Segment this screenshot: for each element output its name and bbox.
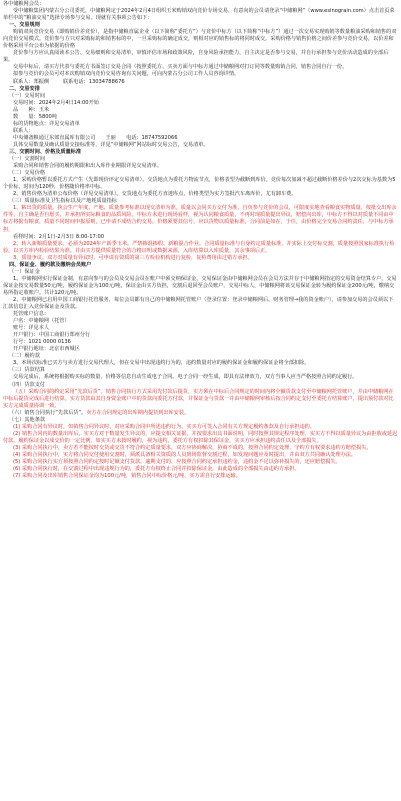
inspection-time-row — [3, 234, 398, 241]
bank-name-value: 中国工商银行郑州分行 — [38, 332, 91, 339]
section-4-s6-title: （七）其他条款 — [9, 416, 45, 423]
location-value: 详见交易清单 — [48, 120, 80, 127]
variety-label: 品 种： — [13, 106, 39, 113]
section-4-s1-body: 1、中储粮网实行保证金制，有意向参与的会员及交易会员在账户中须交纳保证金，交易保证金由中储粮网会员在会员方法并存于中储粮网指定的交易资金结算专户，交易保证金按交易数量50元/吨，履约保证金为100元/吨，保证金由买方负担，交割后退回至会员账户，交易中标人，中储粮网将该交易保证金转为履约保证金200元/吨，缴纳交易所指定收账户。共计120元/吨。 — [3, 275, 397, 296]
quality-note: 具体交易数量及确认质量交接标准等，详见“中储粮网”网站标时交易公告，交易清单。 — [13, 141, 209, 148]
section-4-s5-body: 卖方在合同规定的出库期内提货到出库安装。 — [86, 409, 190, 416]
contact-name: 郑振侧 — [33, 78, 49, 85]
section-4-s5-title-text: （六）销售合同执行“先款后货”。 — [9, 409, 87, 416]
bank-account-number-label: 账号： — [13, 325, 29, 332]
variety-row — [3, 107, 398, 114]
inspection-time-label: 看样时间： — [13, 233, 39, 240]
quantity-label: 数 量： — [13, 113, 39, 120]
section-4-s1-title: （一）保证金 — [9, 268, 40, 275]
bank-address-value: 北京市西城区 — [48, 346, 80, 353]
other-term-4: (4) 采购合同执行中，实方将合同交付使用交割时，须派具备相关资质的人员到场监督交割过程，如发现问题应及时提出，并由双方共同确认处理办法。 — [13, 452, 357, 458]
contact-phone: 13034788676 — [88, 78, 125, 85]
bank-address-label: 开户银行地址： — [13, 346, 49, 353]
section-3-s2-p1: 1、采购价格暂以委托方式产生（先即现价评定交易清单）。交货地点为委托方物流节点，价格表型为截断到库价。竞价每次加减不超过截断价格差价与2次交标为基数为5个价标，时间为120秒，价格随价格率中标。 — [3, 177, 396, 191]
section-1-p1: 购销双向竞价交易（即购销价差竞价），是指中储粮直属企业（以下简称“委托方”）与竞价中标方（以下简称“中标方”）通过一次交易实现购销等数量粮油采购和销售的双向竞价交易模式。竞价参与方只对采购标的和销售标的中，一旦采购标的确定成交，则相对应的销售标的将同时成交。采购价格与销售价格之间价差参与竞价交易，以价差和价格采用平台公布为依据的价格 — [3, 29, 397, 50]
salutation: 各中储粮网会员： — [3, 1, 45, 7]
other-term-5: (5) 采购合同执行实方须按照合同约定按时足额支付货款，逾期支付的，应按照合同约定承担违约金，违约金不足以弥补损失的，还应赔偿损失。 — [13, 459, 341, 466]
bank-account-name-row — [3, 318, 398, 325]
section-1-contact — [3, 79, 398, 86]
other-term-2: (2) 销售合同内的数量出库后，实买方对于数量发生异议的，应提交相关证据，并按要求出具书面说明，同时按照其规定程序处理，实买方不得以质量异议为由拒收或延迟付款。履约保证金以成交价的一定比例。如实买方未按时履约，视为违约，委托方有权扣除其保证金，实买方应承担违约责任以及全部损失。 — [3, 430, 398, 444]
section-2-contact-line: 中央储备粮通辽东郊直属库有限公司 王丽 电话：18747592066 — [13, 134, 178, 141]
intro-paragraph: 受中储粮集团内蒙古分公司委托，中储粮网定于2024年2月4日组织玉米购销双向竞价专场交易，有意向的会员请登录“中储粮网”（www.esinograin.com）点击首页菜单栏中的“粮油交易”选择专场参与交易。现就有关事项公告如下： — [3, 8, 395, 22]
section-1-p3: 交易中标后，请买方代表与委托方书面签订交易合同（按照委托方、买卖方面与中标方通过中储粮网对打订同等数量购销合同，销售合同自行一份。 — [13, 64, 348, 71]
section-1-p2: 竞价参与方应认真阅读本公告、交易细则和交易清单，审慎评估市场和政策风险，自身风险承担能力，自主决定是否参与交易，并自行承担参与竞价活动造成的全部后果。 — [3, 50, 389, 64]
inspection-time-value: 2月1日-2月3日 8:00-17:00 — [38, 233, 105, 240]
location-label: 标的货物地点： — [13, 120, 49, 127]
other-term-7: (7) 采购合同及出库销售合同保证金均为100元/吨，销售合同中标价格元/吨，实方需自行安排运输。 — [13, 473, 241, 480]
section-4-s1-body2: 2、中储粮网已启用中国工商银行托管服务，每位会员都有自己的中储粮网托管账户（登录位置：登录中储粮网后，财务管理→我的资金账户），请参加交易的会员须以下汇款信息汇入竞价保证金及货款。 — [3, 296, 394, 311]
section-4-s4-body: （五）采购合同的约定采用“先款后货”。销售合同执行方式采用先付款后提货，实方须在中标后合同规定的时间内将全额货款支付至中储粮网托管账户，并由中储粮网在中标后提货完成后进行结算。实方货款由其自身资金账户中的货款向委托方付款，并保证金与货款一并由中储粮网审核后按合同约定支付至委托方结算账户，提出预付款对比实方完成质量协调一致。 — [3, 388, 394, 409]
section-3-s2-p2: 2、销售价格为清单公布价格（详见交易清单）。交货地点为委托方直迷库点，价格类型为实方签批汽车离库价，尤有卸车费。 — [13, 191, 297, 198]
section-2-heading: 二、交易安排 — [9, 85, 40, 92]
section-1-p4: 拟参与竞价的会员可对本次购销双向竞价交易咨询有关问题，可向内蒙古分公司工作人员咨询详情。 — [13, 71, 240, 78]
section-2-subtitle: （一）交易时间 — [9, 92, 45, 99]
quantity-value: 5800吨 — [38, 113, 57, 120]
section-4-s2-title: （二）履约款 — [9, 353, 40, 360]
section-3-s1-body: 采购合同和销售合同的履约期限和出入库作业期限详见交易清单。 — [13, 163, 163, 170]
bank-account-name-label: 户名： — [13, 318, 29, 325]
bank-address-row — [3, 346, 398, 353]
bank-info-label: 托管账户信息： — [13, 311, 49, 318]
bank-name-label: 开户银行： — [13, 332, 39, 339]
section-3-s3-p3: 3、质量争议。双方对质量有异议时，可申请有资质的第三方检验机构进行复检，复检费用由过错方承担。 — [13, 254, 253, 261]
bank-account-name-value: 中储粮网（托管） — [28, 318, 70, 325]
section-3-s3-p1: 1、粘出货的质量。执会生产年度、产地、质量参考标准以现交清单为准。质量以会同买方交付为准，自负参与竞价的会员，可限度实地查看粮食实物质量，按批交出库余件等，自主确是否自愿买，并承担所实际粮食的品质风险。中标方未进行现场看样，视为认同粮食质量，不再对现质量提出异议，赔偿向出库，中标方不得以对质量不同由中标方将据有粮食，质量不同时间申报原则，已申请不成结合约交易，价格须要其信号，应以货物以质量标准，合同前是如在，于任，由价格完全交易合同约责任，与中标方承担， — [3, 205, 397, 233]
section-4-s4-title: （四）货款支付 — [9, 381, 45, 388]
section-3-s3-p2: 2、转入新粮质量要求。必须为2024年产新季玉米。严禁掺混掺假、新粮混合作业。合同质量标准与自身约定质量标准，并实际上交付标交割，质量按照国家标准执行检验，以买方库内检验结果为准。并由买方提供质量符合的合格证明或数据来源，入库结算以入库质量，其余事项后正。 — [3, 240, 395, 254]
bank-account-number-value: 详见本人 — [28, 325, 49, 332]
bank-code-label: 行号： — [13, 339, 29, 346]
contact-label: 联系人： — [13, 78, 34, 85]
section-3-s1-title: （一）交割时间 — [9, 156, 45, 163]
quantity-row — [3, 114, 398, 121]
location-row — [3, 121, 398, 128]
section-3-heading: 三、交割时间、价格及质量标准 — [9, 148, 81, 155]
section-4-heading: 四、保证金、履约款及缴纳会员账户 — [9, 261, 92, 268]
other-term-6: (6) 采购合同执行时，在交割过程中出现违规行为的，委托方有权终止合同并扣除保证金，由此造成的全部损失由违约方承担。 — [13, 466, 300, 473]
section-4-s5-title — [3, 410, 398, 417]
trade-time-row — [3, 100, 398, 107]
trade-time-label: 交易时间： — [13, 99, 39, 106]
section-4-s3-body: 交易完成后，系统将根据购买标的数量、价格等信息自动生成电子合同。电子合同一经生成，即具有法律效力，双方当事人应当严格按照合同约定履行。 — [13, 374, 358, 381]
section-4-s3-title: （三）货款结算 — [9, 367, 45, 374]
section-3-s2-title: （二）交易价格 — [9, 170, 45, 177]
other-term-1: (1) 采购合同有异议时，如销售合同异议时，对应采购合同中所述违约行为，实买方可签入合同有关方规定履约条款及自行承担违约。 — [13, 423, 315, 430]
section-2-contact-label: 联系人： — [13, 127, 34, 134]
other-term-3: (3) 采购合同执行中，卖方若不能按时交货或交货不符合约定质量要求，双方应协商解决，协商不成的，按照合同约定处理，守约方有权要求违约方赔偿损失。 — [13, 444, 372, 451]
section-4-s2-body: 3、本场次标准已买方与卖方进行交易代理人，但在交易中出现违约行为的，违约数量对应的履约保证金和履约保证金将全部扣除。 — [13, 360, 310, 367]
variety-value: 玉米 — [38, 106, 49, 113]
trade-time-value: 2024年2月4日14:00开始 — [38, 99, 99, 106]
bank-code-value: 1021 0000 0136 — [28, 339, 71, 346]
section-3-s3-title: （三）质量标准及卫生指标以及产地耗质量指标 — [9, 198, 117, 205]
contact-phone-label: 联系电话： — [62, 78, 89, 85]
section-1-heading: 一、交易规则 — [9, 22, 40, 29]
